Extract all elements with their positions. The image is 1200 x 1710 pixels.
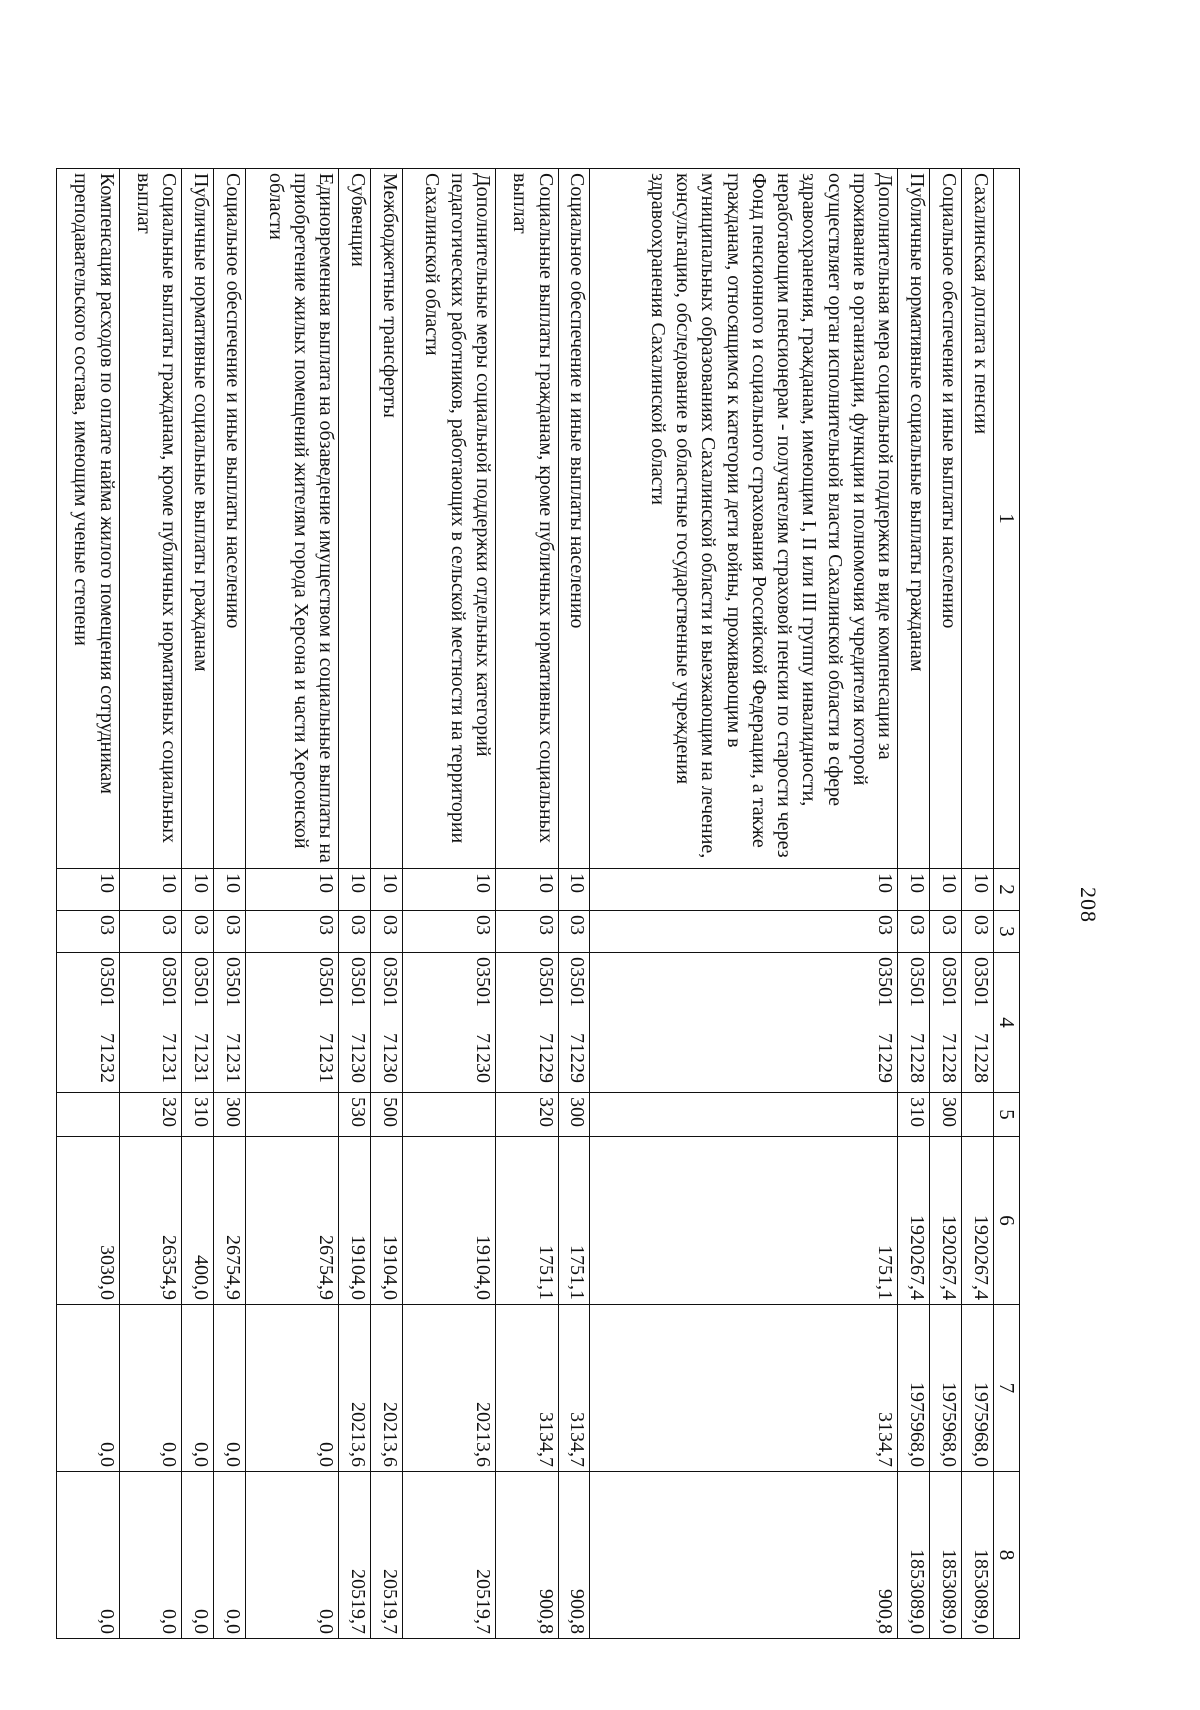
amount-year3-cell: 0,0 xyxy=(245,1472,338,1639)
amount-year3-cell: 0,0 xyxy=(182,1472,214,1639)
table-row xyxy=(339,169,371,1639)
subsection-code-cell: 03 xyxy=(496,911,559,953)
amount-year1-cell: 1751,1 xyxy=(558,1137,590,1305)
table-row xyxy=(962,169,994,1639)
row-name-cell: Социальное обеспечение и иные выплаты населению xyxy=(930,169,962,869)
amount-year3-cell: 900,8 xyxy=(558,1472,590,1639)
subsection-code-cell: 03 xyxy=(962,911,994,953)
budget-table-sheet xyxy=(56,168,1020,1638)
amount-year3-cell: 900,8 xyxy=(496,1472,559,1639)
target-article-cell xyxy=(590,953,898,1093)
direction-code: 71231 xyxy=(221,1033,244,1083)
amount-year3-cell: 900,8 xyxy=(590,1472,898,1639)
amount-year1-cell: 19104,0 xyxy=(402,1137,495,1305)
expense-type-cell: 310 xyxy=(182,1093,214,1137)
subsection-code-cell: 03 xyxy=(214,911,246,953)
budget-table xyxy=(56,168,1020,1639)
program-code: 03501 xyxy=(906,957,929,1007)
direction-code: 71231 xyxy=(190,1033,213,1083)
target-article-cell xyxy=(339,953,371,1093)
row-name-cell: Публичные нормативные социальные выплаты гражданам xyxy=(898,169,930,869)
expense-type-cell: 310 xyxy=(898,1093,930,1137)
amount-year2-cell: 3134,7 xyxy=(590,1305,898,1472)
section-code-cell: 10 xyxy=(245,869,338,911)
table-row xyxy=(371,169,403,1639)
amount-year2-cell: 0,0 xyxy=(57,1305,120,1472)
expense-type-cell xyxy=(402,1093,495,1137)
direction-code: 71228 xyxy=(906,1033,929,1083)
direction-code: 71229 xyxy=(566,1033,589,1083)
direction-code: 71230 xyxy=(347,1033,369,1083)
program-code: 03501 xyxy=(95,957,118,1007)
amount-year2-cell: 20213,6 xyxy=(371,1305,403,1472)
program-code: 03501 xyxy=(874,957,897,1007)
program-code: 03501 xyxy=(158,957,181,1007)
table-row xyxy=(214,169,246,1639)
amount-year1-cell: 400,0 xyxy=(182,1137,214,1305)
section-code-cell: 10 xyxy=(182,869,214,911)
amount-year3-cell: 1853089,0 xyxy=(898,1472,930,1639)
expense-type-cell xyxy=(962,1093,994,1137)
target-article-cell xyxy=(214,953,246,1093)
program-code: 03501 xyxy=(347,957,369,1007)
amount-year2-cell: 1975968,0 xyxy=(930,1305,962,1472)
expense-type-cell: 300 xyxy=(214,1093,246,1137)
section-code-cell: 10 xyxy=(214,869,246,911)
amount-year3-cell: 1853089,0 xyxy=(930,1472,962,1639)
subsection-code-cell: 03 xyxy=(590,911,898,953)
program-code: 03501 xyxy=(566,957,589,1007)
program-code: 03501 xyxy=(315,957,338,1007)
amount-year2-cell: 20213,6 xyxy=(339,1305,371,1472)
target-article-cell xyxy=(402,953,495,1093)
section-code-cell: 10 xyxy=(590,869,898,911)
target-article-cell xyxy=(898,953,930,1093)
program-code: 03501 xyxy=(472,957,495,1007)
expense-type-cell xyxy=(245,1093,338,1137)
direction-code: 71229 xyxy=(534,1033,557,1083)
column-header: 5 xyxy=(994,1093,1020,1137)
program-code: 03501 xyxy=(378,957,401,1007)
expense-type-cell: 320 xyxy=(119,1093,182,1137)
amount-year3-cell: 20519,7 xyxy=(402,1472,495,1639)
expense-type-cell: 300 xyxy=(558,1093,590,1137)
target-article-cell xyxy=(558,953,590,1093)
section-code-cell: 10 xyxy=(930,869,962,911)
column-header: 3 xyxy=(994,911,1020,953)
amount-year1-cell: 26354,9 xyxy=(119,1137,182,1305)
amount-year3-cell: 20519,7 xyxy=(371,1472,403,1639)
target-article-cell xyxy=(371,953,403,1093)
target-article-cell xyxy=(57,953,120,1093)
row-name-cell: Публичные нормативные социальные выплаты гражданам xyxy=(182,169,214,869)
amount-year2-cell: 0,0 xyxy=(214,1305,246,1472)
amount-year3-cell: 20519,7 xyxy=(339,1472,371,1639)
section-code-cell: 10 xyxy=(339,869,371,911)
column-header: 6 xyxy=(994,1137,1020,1305)
table-header-row xyxy=(994,169,1020,1639)
target-article-cell xyxy=(930,953,962,1093)
target-article-cell xyxy=(182,953,214,1093)
direction-code: 71231 xyxy=(158,1033,181,1083)
row-name-cell: Социальное обеспечение и иные выплаты населению xyxy=(558,169,590,869)
expense-type-cell xyxy=(590,1093,898,1137)
table-row xyxy=(930,169,962,1639)
table-row xyxy=(182,169,214,1639)
program-code: 03501 xyxy=(970,957,992,1007)
program-code: 03501 xyxy=(938,957,961,1007)
target-article-cell xyxy=(245,953,338,1093)
amount-year1-cell: 1920267,4 xyxy=(898,1137,930,1305)
amount-year2-cell: 20213,6 xyxy=(402,1305,495,1472)
amount-year3-cell: 0,0 xyxy=(119,1472,182,1639)
section-code-cell: 10 xyxy=(371,869,403,911)
row-name-cell: Социальные выплаты гражданам, кроме публичных нормативных социальных выплат xyxy=(119,169,182,869)
table-row xyxy=(402,169,495,1639)
page-number: 208 xyxy=(1076,887,1101,923)
section-code-cell: 10 xyxy=(558,869,590,911)
target-article-cell xyxy=(496,953,559,1093)
subsection-code-cell: 03 xyxy=(119,911,182,953)
direction-code: 71230 xyxy=(378,1033,401,1083)
expense-type-cell: 530 xyxy=(339,1093,371,1137)
table-row xyxy=(590,169,898,1639)
subsection-code-cell: 03 xyxy=(371,911,403,953)
subsection-code-cell: 03 xyxy=(245,911,338,953)
amount-year1-cell: 1920267,4 xyxy=(962,1137,994,1305)
direction-code: 71229 xyxy=(874,1033,897,1083)
row-name-cell: Дополнительные меры социальной поддержки отдельных категорий педагогических работников, работающих в сельской местности на территории Сахалинской области xyxy=(402,169,495,869)
expense-type-cell: 320 xyxy=(496,1093,559,1137)
amount-year2-cell: 1975968,0 xyxy=(898,1305,930,1472)
row-name-cell: Субвенции xyxy=(339,169,371,869)
amount-year1-cell: 1751,1 xyxy=(590,1137,898,1305)
column-header: 8 xyxy=(994,1472,1020,1639)
direction-code: 71230 xyxy=(472,1033,495,1083)
row-name-cell: Межбюджетные трансферты xyxy=(371,169,403,869)
column-header: 1 xyxy=(994,169,1020,869)
subsection-code-cell: 03 xyxy=(339,911,371,953)
table-row xyxy=(898,169,930,1639)
row-name-cell: Социальное обеспечение и иные выплаты населению xyxy=(214,169,246,869)
target-article-cell xyxy=(962,953,994,1093)
direction-code: 71231 xyxy=(315,1033,338,1083)
expense-type-cell: 300 xyxy=(930,1093,962,1137)
section-code-cell: 10 xyxy=(496,869,559,911)
amount-year1-cell: 19104,0 xyxy=(371,1137,403,1305)
section-code-cell: 10 xyxy=(402,869,495,911)
direction-code: 71232 xyxy=(95,1033,118,1083)
amount-year2-cell: 0,0 xyxy=(119,1305,182,1472)
row-name-cell: Социальные выплаты гражданам, кроме публичных нормативных социальных выплат xyxy=(496,169,559,869)
subsection-code-cell: 03 xyxy=(57,911,120,953)
section-code-cell: 10 xyxy=(57,869,120,911)
column-header: 7 xyxy=(994,1305,1020,1472)
amount-year3-cell: 0,0 xyxy=(214,1472,246,1639)
subsection-code-cell: 03 xyxy=(930,911,962,953)
amount-year1-cell: 26754,9 xyxy=(214,1137,246,1305)
table-row xyxy=(245,169,338,1639)
table-row xyxy=(558,169,590,1639)
table-row xyxy=(119,169,182,1639)
amount-year2-cell: 1975968,0 xyxy=(962,1305,994,1472)
amount-year2-cell: 0,0 xyxy=(245,1305,338,1472)
amount-year3-cell: 1853089,0 xyxy=(962,1472,994,1639)
amount-year2-cell: 3134,7 xyxy=(496,1305,559,1472)
subsection-code-cell: 03 xyxy=(182,911,214,953)
program-code: 03501 xyxy=(221,957,244,1007)
row-name-cell: Компенсация расходов по оплате найма жилого помещения сотрудникам преподавательского состава, имеющим ученые степени xyxy=(57,169,120,869)
expense-type-cell xyxy=(57,1093,120,1137)
direction-code: 71228 xyxy=(938,1033,961,1083)
table-body xyxy=(57,169,994,1639)
program-code: 03501 xyxy=(534,957,557,1007)
direction-code: 71228 xyxy=(970,1033,992,1083)
table-row xyxy=(496,169,559,1639)
section-code-cell: 10 xyxy=(119,869,182,911)
subsection-code-cell: 03 xyxy=(402,911,495,953)
amount-year1-cell: 1751,1 xyxy=(496,1137,559,1305)
amount-year3-cell: 0,0 xyxy=(57,1472,120,1639)
column-header: 2 xyxy=(994,869,1020,911)
program-code: 03501 xyxy=(190,957,213,1007)
subsection-code-cell: 03 xyxy=(558,911,590,953)
row-name-cell: Сахалинская доплата к пенсии xyxy=(962,169,994,869)
target-article-cell xyxy=(119,953,182,1093)
amount-year1-cell: 3030,0 xyxy=(57,1137,120,1305)
expense-type-cell: 500 xyxy=(371,1093,403,1137)
amount-year1-cell: 1920267,4 xyxy=(930,1137,962,1305)
section-code-cell: 10 xyxy=(898,869,930,911)
column-header: 4 xyxy=(994,953,1020,1093)
section-code-cell: 10 xyxy=(962,869,994,911)
row-name-cell: Дополнительная мера социальной поддержки в виде компенсации за проживание в организации, функции и полномочия учредителя которой осуществляет орган исполнительной власти Сахалинской области в сфере здравоохранения, гражданам, имеющим I, II или III группу инвалидности, неработающим пенсионерам - получателям страховой пенсии по старости через Фонд пенсионного и социального страхования Российской Федерации, а также гражданам, относящимся к категории дети войны, проживающим в муниципальных образованиях Сахалинской области и выезжающим на лечение, консультацию, обследование в областные государственные учреждения здравоохранения Сахалинской области xyxy=(590,169,898,869)
amount-year1-cell: 19104,0 xyxy=(339,1137,371,1305)
subsection-code-cell: 03 xyxy=(898,911,930,953)
table-row xyxy=(57,169,120,1639)
amount-year2-cell: 3134,7 xyxy=(558,1305,590,1472)
amount-year2-cell: 0,0 xyxy=(182,1305,214,1472)
amount-year1-cell: 26754,9 xyxy=(245,1137,338,1305)
row-name-cell: Единовременная выплата на обзаведение имуществом и социальные выплаты на приобретение жилых помещений жителям города Херсона и части Херсонской области xyxy=(245,169,338,869)
